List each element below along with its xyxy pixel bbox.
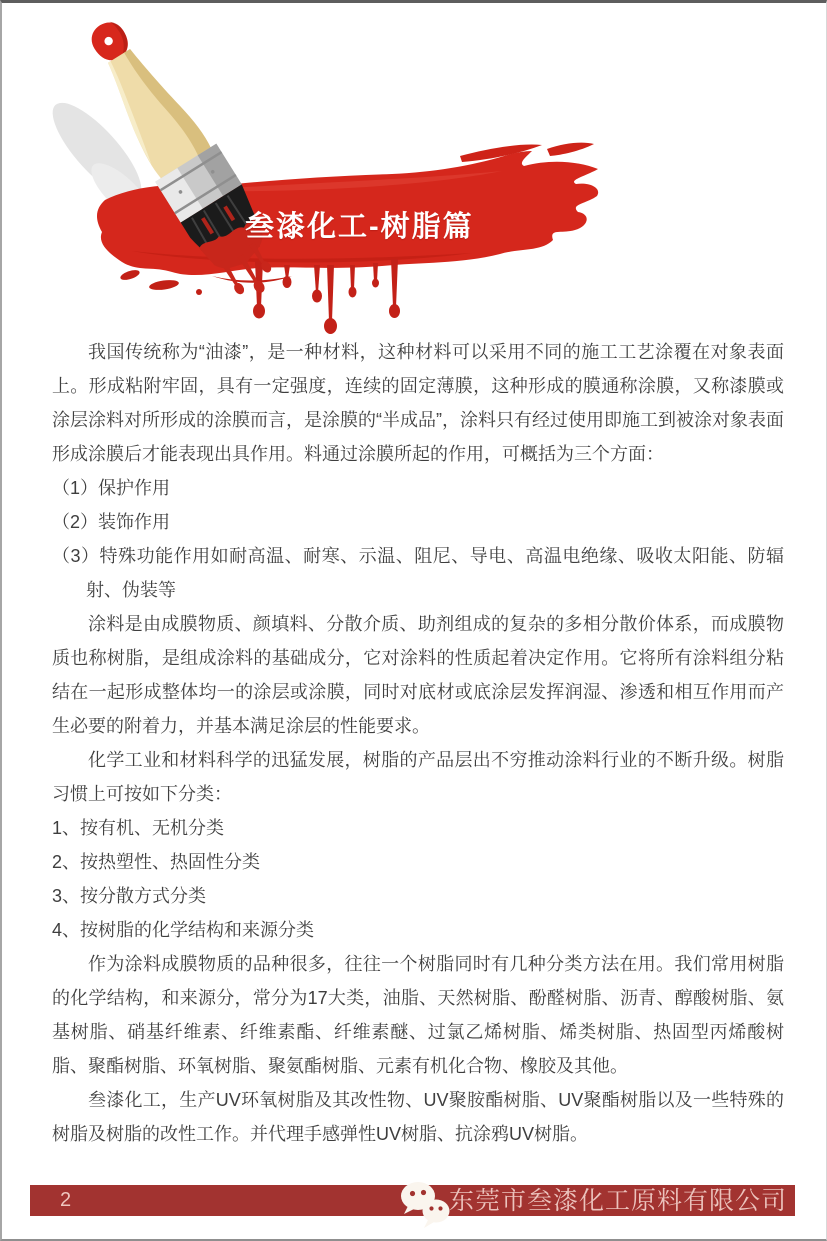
list-item-class-4: 4、按树脂的化学结构和来源分类 <box>52 920 315 940</box>
article-body <box>52 335 784 1151</box>
page-number: 2 <box>60 1189 72 1211</box>
list-item-class-1: 1、按有机、无机分类 <box>52 818 225 838</box>
page-title: 叁漆化工-树脂篇 <box>245 211 474 243</box>
paragraph-composition: 涂料是由成膜物质、颜填料、分散介质、助剂组成的复杂的多相分散价体系，而成膜物质也称树脂，是组成涂料的基础成分，它对涂料的性质起着决定作用。它将所有涂料组分粘结在一起形成整体均一的涂层或涂膜，同时对底材或底涂层发挥润湿、渗透和相互作用而产生必要的附着力，并基本满足涂层的性能要求。 <box>52 614 784 736</box>
paragraph-17-categories: 作为涂料成膜物质的品种很多，往往一个树脂同时有几种分类方法在用。我们常用树脂的化学结构，和来源分，常分为17大类，油脂、天然树脂、酚醛树脂、沥青、醇酸树脂、氨基树脂、硝基纤维素、纤维素酯、纤维素醚、过氯乙烯树脂、烯类树脂、热固型丙烯酸树脂、聚酯树脂、环氧树脂、聚氨酯树脂、元素有机化合物、橡胶及其他。 <box>52 954 784 1076</box>
list-item-function-1: （1）保护作用 <box>52 478 171 498</box>
list-item-function-2: （2）装饰作用 <box>52 512 171 532</box>
header-artwork <box>2 3 827 343</box>
list-item-function-3: （3）特殊功能作用如耐高温、耐寒、示温、阻尼、导电、高温电绝缘、吸收太阳能、防辐射、伪装等 <box>52 546 784 600</box>
company-name: 东莞市叁漆化工原料有限公司 <box>448 1187 787 1215</box>
wechat-icon <box>398 1181 454 1233</box>
list-item-class-2: 2、按热塑性、热固性分类 <box>52 852 261 872</box>
paragraph-intro: 我国传统称为“油漆”，是一种材料，这种材料可以采用不同的施工工艺涂覆在对象表面上。形成粘附牢固，具有一定强度，连续的固定薄膜，这种形成的膜通称涂膜，又称漆膜或涂层涂料对所形成的涂膜而言，是涂膜的“半成品”，涂料只有经过使用即施工到被涂对象表面形成涂膜后才能表现出具作用。料通过涂膜所起的作用，可概括为三个方面： <box>52 342 784 464</box>
list-item-class-3: 3、按分散方式分类 <box>52 886 207 906</box>
paragraph-company-products: 叁漆化工，生产UV环氧树脂及其改性物、UV聚胺酯树脂、UV聚酯树脂以及一些特殊的树脂及树脂的改性工作。并代理手感弹性UV树脂、抗涂鸦UV树脂。 <box>52 1090 784 1144</box>
footer-bar <box>30 1185 795 1216</box>
paragraph-development: 化学工业和材料科学的迅猛发展，树脂的产品层出不穷推动涂料行业的不断升级。树脂习惯上可按如下分类： <box>52 750 784 804</box>
paint-drips <box>253 259 400 334</box>
